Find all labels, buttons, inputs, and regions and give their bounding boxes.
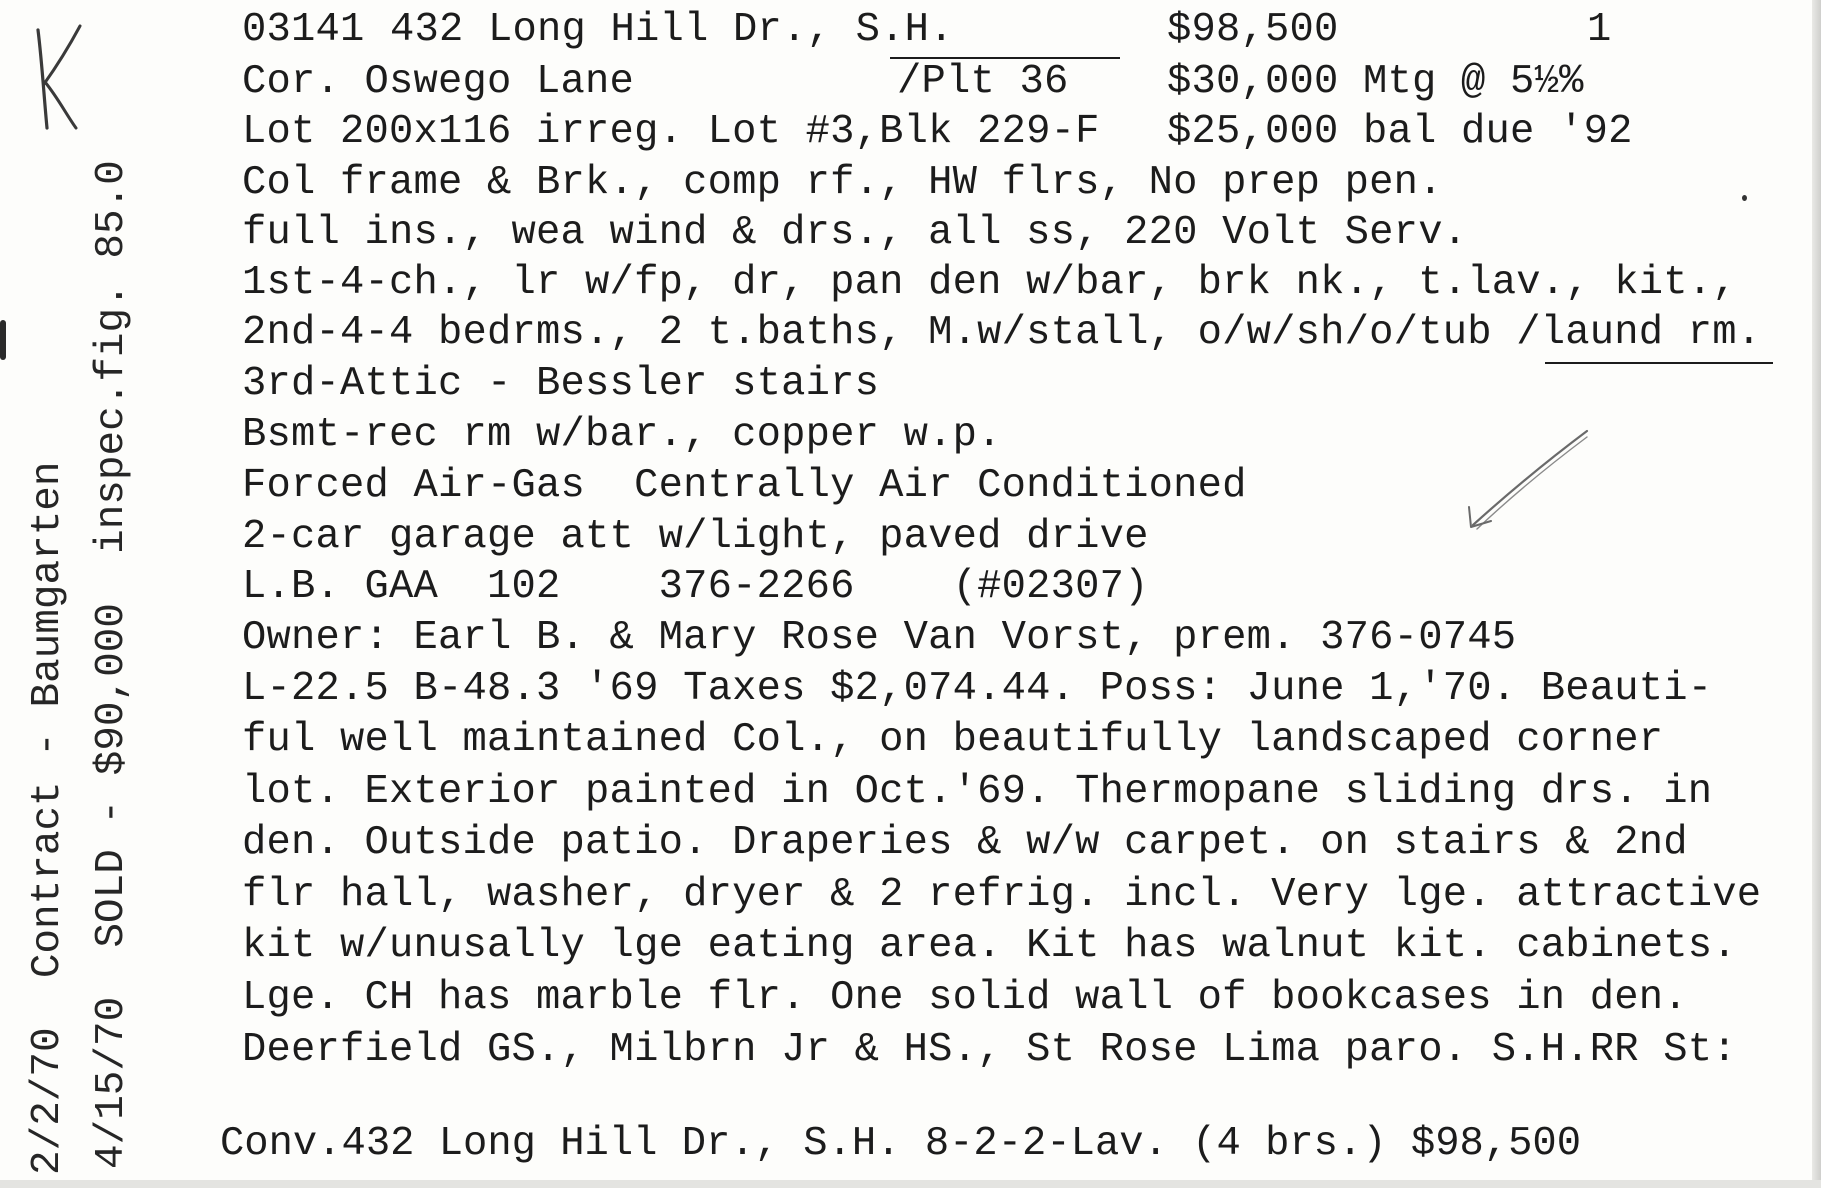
plot-number: /Plt 36 (897, 59, 1069, 105)
page-number: 1 (1587, 7, 1612, 53)
pencil-arrow-mark (1455, 425, 1595, 535)
laundry-underline (1545, 362, 1773, 364)
card-edge-mark (0, 320, 6, 360)
property-address: 432 Long Hill Dr., S.H. (390, 7, 954, 53)
body-line: Forced Air-Gas Centrally Air Conditioned (242, 463, 1247, 509)
listing-number: 03141 (242, 7, 365, 53)
footer-summary: Conv.432 Long Hill Dr., S.H. 8-2-2-Lav. (4 brs.) $98,500 (220, 1121, 1582, 1167)
body-line: L.B. GAA 102 376-2266 (#02307) (242, 564, 1149, 610)
body-line: den. Outside patio. Draperies & w/w carpet. on stairs & 2nd (242, 820, 1688, 866)
body-line: 2-car garage att w/light, paved drive (242, 514, 1149, 560)
body-line: full ins., wea wind & drs., all ss, 220 Volt Serv. (242, 210, 1468, 256)
stray-mark (1742, 195, 1747, 201)
mortgage-terms: $30,000 Mtg @ 5½% (1167, 59, 1584, 105)
balance-due: $25,000 bal due '92 (1167, 109, 1633, 155)
body-line: L-22.5 B-48.3 '69 Taxes $2,074.44. Poss: June 1,'70. Beauti- (242, 666, 1713, 712)
sold-note: 4/15/70 SOLD - $90,000 inspec.fig. 85.0 (89, 160, 135, 1169)
body-line: flr hall, washer, dryer & 2 refrig. incl. Very lge. attractive (242, 872, 1762, 918)
body-line: Lge. CH has marble flr. One solid wall of bookcases in den. (242, 975, 1688, 1021)
body-line: 3rd-Attic - Bessler stairs (242, 361, 880, 407)
body-line: Bsmt-rec rm w/bar., copper w.p. (242, 412, 1002, 458)
contract-note: 2/2/70 Contract - Baumgarten (25, 461, 71, 1175)
side-annotations (22, 75, 162, 1175)
lot-details: Lot 200x116 irreg. Lot #3,Blk 229-F (242, 109, 1100, 155)
asking-price: $98,500 (1167, 7, 1339, 53)
cross-street: Cor. Oswego Lane (242, 59, 635, 105)
card-bottom-edge (0, 1180, 1821, 1188)
body-line: Col frame & Brk., comp rf., HW flrs, No prep pen. (242, 160, 1443, 206)
body-line: 1st-4-ch., lr w/fp, dr, pan den w/bar, brk nk., t.lav., kit., (242, 260, 1737, 306)
body-line: ful well maintained Col., on beautifully landscaped corner (242, 717, 1664, 763)
body-line: kit w/unusally lge eating area. Kit has walnut kit. cabinets. (242, 923, 1737, 969)
body-line: 2nd-4-4 bedrms., 2 t.baths, M.w/stall, o/w/sh/o/tub /laund rm. (242, 310, 1762, 356)
body-line: lot. Exterior painted in Oct.'69. Thermopane sliding drs. in (242, 769, 1713, 815)
owner-line: Owner: Earl B. & Mary Rose Van Vorst, prem. 376-0745 (242, 615, 1517, 661)
card-right-edge (1812, 0, 1821, 1188)
body-line: Deerfield GS., Milbrn Jr & HS., St Rose Lima paro. S.H.RR St: (242, 1027, 1737, 1073)
